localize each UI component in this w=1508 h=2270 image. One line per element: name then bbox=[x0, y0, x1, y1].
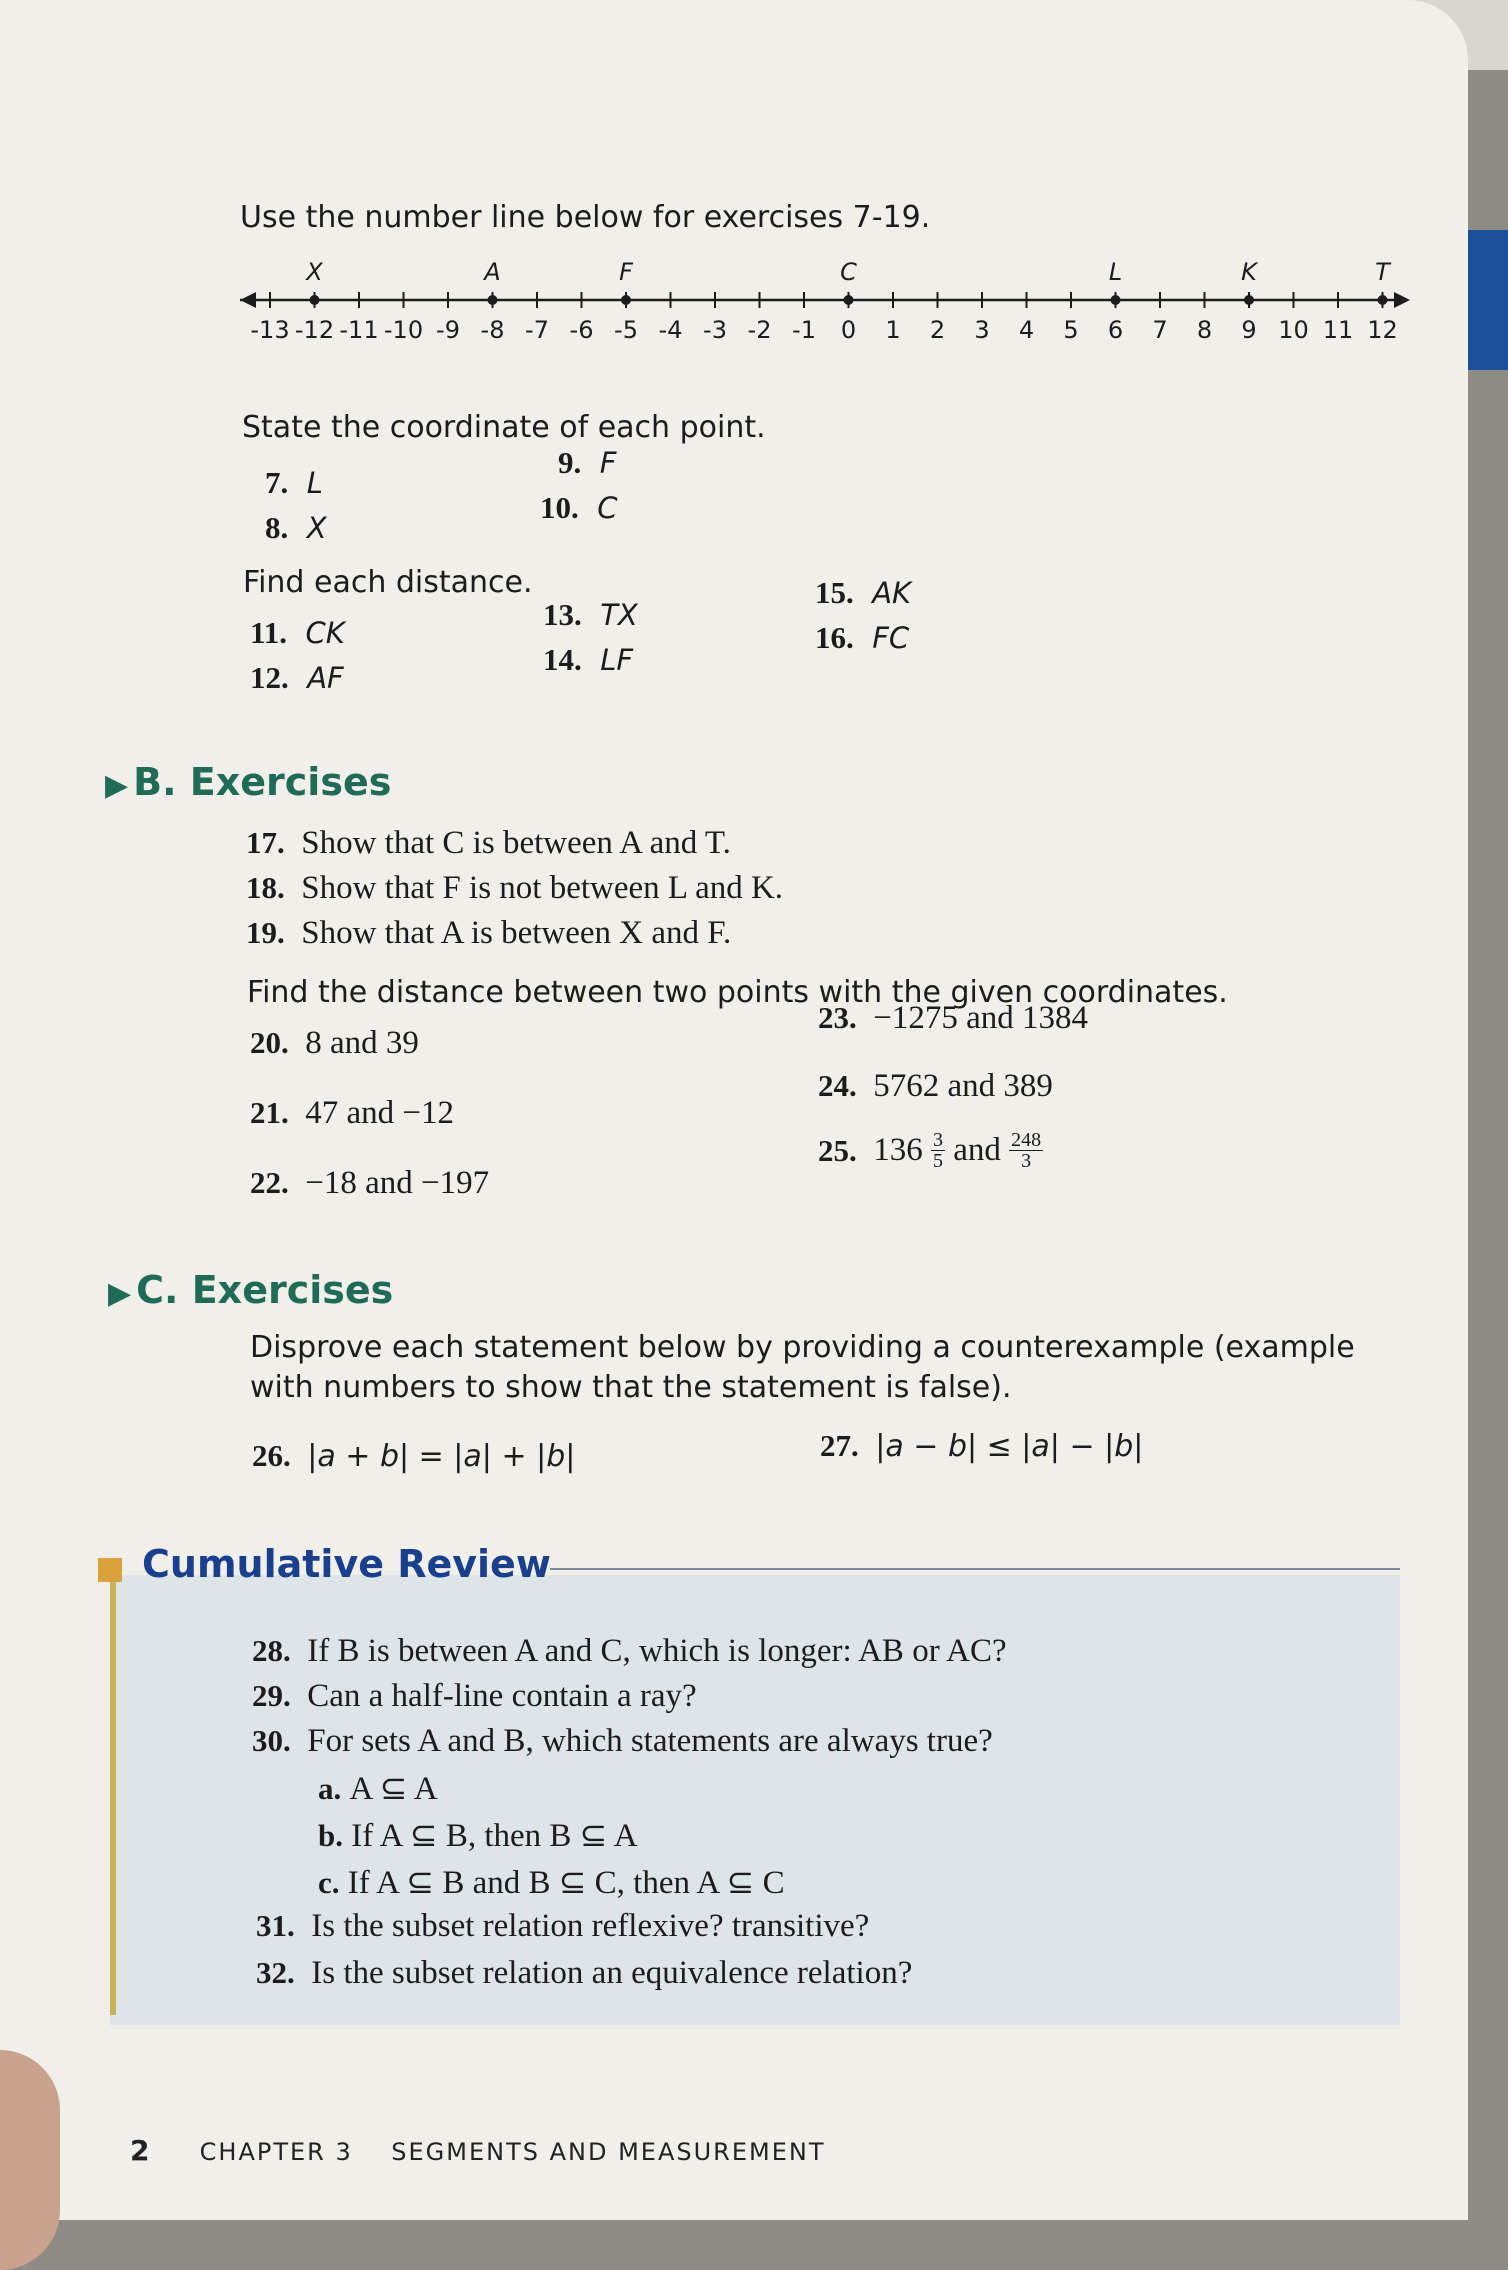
exercise-20: 20. 8 and 39 bbox=[250, 1025, 419, 1061]
tick-label: 10 bbox=[1278, 316, 1309, 344]
exercise-28: 28. If B is between A and C, which is longer: AB or AC? bbox=[252, 1633, 1007, 1669]
exercise-30: 30. For sets A and B, which statements are always true? bbox=[252, 1723, 993, 1759]
exercise-30b: b. If A ⊆ B, then B ⊆ A bbox=[318, 1818, 638, 1854]
background-blue-edge bbox=[1468, 230, 1508, 370]
point-label-a: A bbox=[484, 258, 501, 286]
chapter-title: SEGMENTS AND MEASUREMENT bbox=[391, 2138, 826, 2166]
exercise-8: 8. X bbox=[265, 510, 327, 545]
exercise-27: 27. |a − b| ≤ |a| − |b| bbox=[820, 1428, 1144, 1464]
exercise-11: 11. CK bbox=[250, 615, 345, 650]
exercise-12: 12. AF bbox=[250, 660, 344, 695]
tick-label: 12 bbox=[1367, 316, 1398, 344]
tick-label: -8 bbox=[480, 316, 505, 344]
tick-label: 2 bbox=[929, 316, 946, 344]
triangle-bullet-icon: ▶ bbox=[108, 1276, 132, 1311]
point-label-f: F bbox=[619, 258, 633, 286]
exercise-17: 17. Show that C is between A and T. bbox=[246, 825, 731, 861]
exercise-15: 15. AK bbox=[815, 575, 912, 610]
tick-label: 11 bbox=[1322, 316, 1354, 344]
tick-label: -10 bbox=[383, 316, 424, 344]
exercise-7: 7. L bbox=[265, 465, 323, 500]
page-footer bbox=[130, 2134, 826, 2167]
number-line bbox=[230, 230, 1430, 380]
section-b-heading: ▶ B. Exercises bbox=[105, 760, 392, 804]
exercise-21: 21. 47 and −12 bbox=[250, 1095, 455, 1131]
point-a bbox=[488, 295, 498, 305]
exercise-19: 19. Show that A is between X and F. bbox=[246, 915, 732, 951]
exercise-9: 9. F bbox=[558, 445, 617, 480]
tick-label: 7 bbox=[1152, 316, 1168, 344]
tick-label: -12 bbox=[294, 316, 335, 344]
exercise-31: 31. Is the subset relation reflexive? transitive? bbox=[256, 1908, 870, 1944]
tick-label: 8 bbox=[1196, 316, 1213, 344]
find-distance-instruction: Find each distance. bbox=[243, 565, 533, 600]
coordinates-instruction: Find the distance between two points with the given coordinates. bbox=[247, 975, 1228, 1010]
page-number: 2 bbox=[130, 2134, 152, 2167]
exercise-23: 23. −1275 and 1384 bbox=[818, 1000, 1089, 1036]
exercise-25: 25. 136 3 5 and 248 3 bbox=[818, 1129, 1042, 1172]
tick-label: 6 bbox=[1107, 316, 1124, 344]
point-label-x: X bbox=[306, 258, 323, 286]
tick-label: 5 bbox=[1063, 316, 1079, 344]
tick-label: 0 bbox=[840, 316, 857, 344]
exercise-26: 26. |a + b| = |a| + |b| bbox=[252, 1438, 576, 1474]
tick-label: -4 bbox=[658, 316, 683, 344]
exercise-24: 24. 5762 and 389 bbox=[818, 1068, 1053, 1104]
cumulative-review-title: Cumulative Review bbox=[142, 1542, 551, 1586]
point-label-k: K bbox=[1241, 258, 1257, 286]
fraction-three-fifths: 3 5 bbox=[933, 1129, 943, 1172]
point-label-t: T bbox=[1375, 258, 1390, 286]
point-x bbox=[310, 295, 320, 305]
exercise-10: 10. C bbox=[540, 490, 618, 525]
thumb-shadow bbox=[0, 2050, 60, 2270]
tick-label: 9 bbox=[1241, 316, 1257, 344]
tick-label: -5 bbox=[614, 316, 638, 344]
intro-text: Use the number line below for exercises 7-19. bbox=[240, 200, 931, 235]
point-k bbox=[1244, 295, 1254, 305]
cumulative-review-rule bbox=[550, 1568, 1400, 1570]
exercise-30c: c. If A ⊆ B and B ⊆ C, then A ⊆ C bbox=[318, 1865, 785, 1901]
section-c-heading: ▶ C. Exercises bbox=[108, 1268, 394, 1312]
point-t bbox=[1378, 295, 1388, 305]
state-coordinate-instruction: State the coordinate of each point. bbox=[242, 410, 766, 445]
tick-label: 3 bbox=[974, 316, 990, 344]
exercise-29: 29. Can a half-line contain a ray? bbox=[252, 1678, 697, 1714]
left-arrow-icon bbox=[240, 292, 256, 308]
tick-label: -11 bbox=[339, 316, 379, 344]
exercise-32: 32. Is the subset relation an equivalence relation? bbox=[256, 1955, 913, 1991]
disprove-instruction-line2: with numbers to show that the statement is false). bbox=[250, 1370, 1012, 1405]
cumulative-review-sidebar bbox=[110, 1575, 116, 2015]
exercise-14: 14. LF bbox=[543, 642, 634, 677]
exercise-22: 22. −18 and −197 bbox=[250, 1165, 490, 1201]
tick-label: -2 bbox=[747, 316, 772, 344]
exercise-16: 16. FC bbox=[815, 620, 910, 655]
point-f bbox=[621, 295, 631, 305]
disprove-instruction-line1: Disprove each statement below by providing a counterexample (example bbox=[250, 1330, 1355, 1365]
tick-label: -9 bbox=[436, 316, 460, 344]
exercise-18: 18. Show that F is not between L and K. bbox=[246, 870, 784, 906]
tick-label: -13 bbox=[250, 316, 290, 344]
fraction-248-thirds: 248 3 bbox=[1011, 1129, 1042, 1172]
tick-label: -7 bbox=[525, 316, 549, 344]
exercise-13: 13. TX bbox=[543, 597, 638, 632]
triangle-bullet-icon: ▶ bbox=[105, 768, 129, 803]
right-arrow-icon bbox=[1394, 292, 1410, 308]
square-bullet-icon bbox=[98, 1558, 122, 1582]
tick-label: -6 bbox=[569, 316, 594, 344]
tick-label: -1 bbox=[792, 316, 816, 344]
point-label-c: C bbox=[840, 258, 857, 286]
tick-label: 1 bbox=[885, 316, 901, 344]
point-l bbox=[1111, 295, 1121, 305]
chapter-label: CHAPTER 3 bbox=[199, 2138, 353, 2166]
point-label-l: L bbox=[1108, 258, 1123, 286]
tick-label: -3 bbox=[703, 316, 727, 344]
tick-label: 4 bbox=[1018, 316, 1035, 344]
exercise-30a: a. A ⊆ A bbox=[318, 1771, 438, 1807]
point-c bbox=[844, 295, 854, 305]
